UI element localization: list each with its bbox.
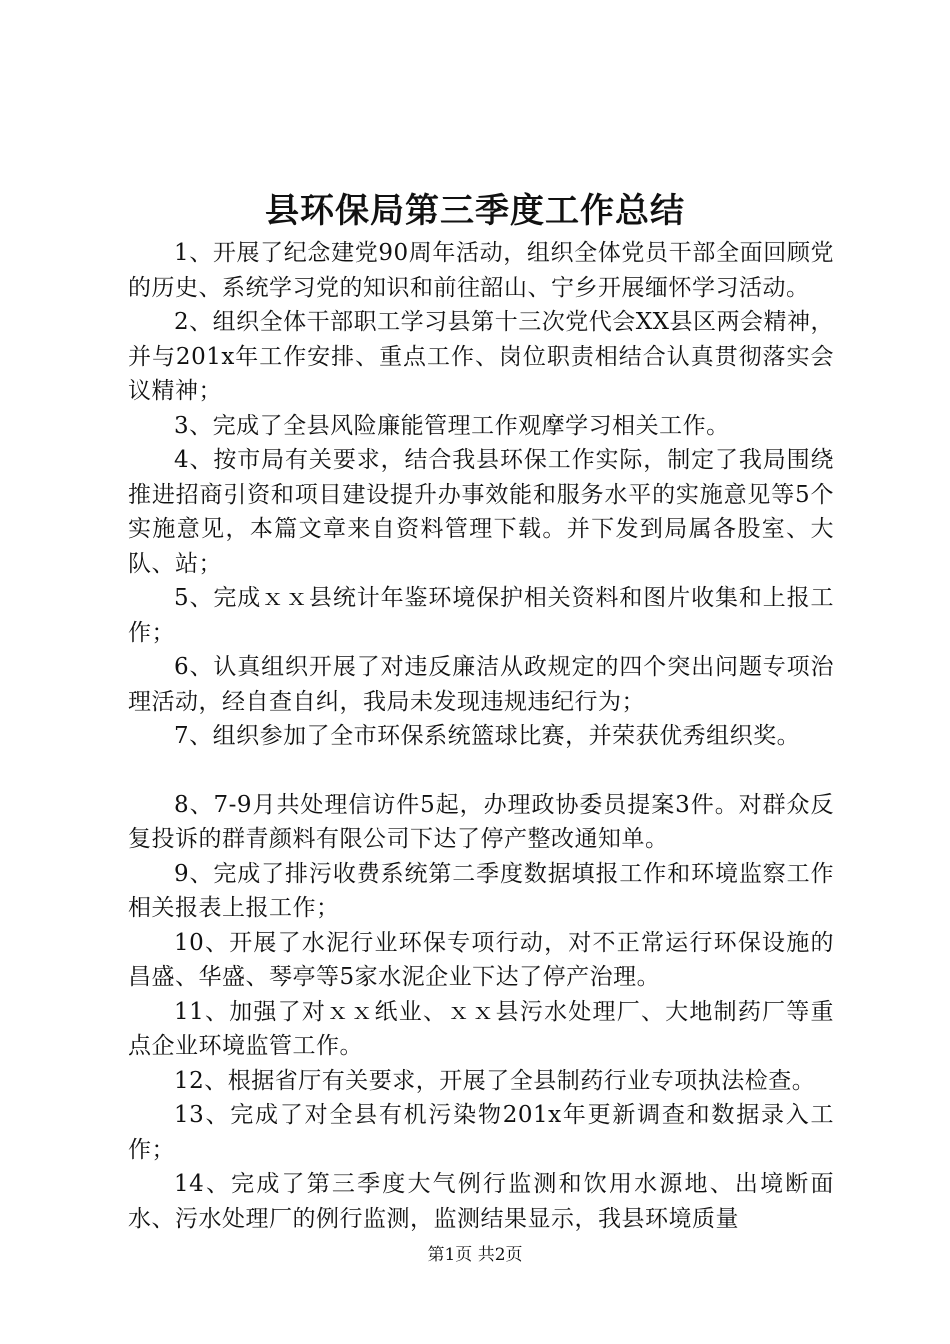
paragraph-13: 13、完成了对全县有机污染物201x年更新调查和数据录入工作； [128, 1102, 834, 1163]
paragraph-14: 14、完成了第三季度大气例行监测和饮用水源地、出境断面水、污水处理厂的例行监测，监测结果显示，我县环境质量 [128, 1171, 834, 1232]
paragraph-8: 8、7-9月共处理信访件5起，办理政协委员提案3件。对群众反复投诉的群青颜料有限公司下达了停产整改通知单。 [128, 791, 834, 852]
paragraph-3: 3、完成了全县风险廉能管理工作观摩学习相关工作。 [174, 412, 730, 439]
paragraph-1: 1、开展了纪念建党90周年活动，组织全体党员干部全面回顾党的历史、系统学习党的知识和前往韶山、宁乡开展缅怀学习活动。 [128, 240, 834, 301]
paragraph-12: 12、根据省厅有关要求，开展了全县制药行业专项执法检查。 [174, 1067, 816, 1094]
page-number-footer: 第1页 共2页 [427, 1245, 523, 1265]
paragraph-4: 4、按市局有关要求，结合我县环保工作实际，制定了我局围绕推进招商引资和项目建设提升办事效能和服务水平的实施意见等5个实施意见，本篇文章来自资料管理下载。并下发到局属各股室、大队、站； [128, 447, 834, 577]
paragraph-2: 2、组织全体干部职工学习县第十三次党代会XX县区两会精神，并与201x年工作安排、重点工作、岗位职责相结合认真贯彻落实会议精神； [128, 309, 834, 404]
paragraph-9: 9、完成了排污收费系统第二季度数据填报工作和环境监察工作相关报表上报工作； [128, 860, 834, 921]
paragraph-11: 11、加强了对ｘｘ纸业、ｘｘ县污水处理厂、大地制药厂等重点企业环境监管工作。 [128, 998, 834, 1059]
paragraph-6: 6、认真组织开展了对违反廉洁从政规定的四个突出问题专项治理活动，经自查自纠，我局未发现违规违纪行为； [128, 654, 834, 715]
document-title: 县环保局第三季度工作总结 [265, 191, 685, 231]
paragraph-5: 5、完成ｘｘ县统计年鉴环境保护相关资料和图片收集和上报工作； [128, 585, 834, 646]
paragraph-7: 7、组织参加了全市环保系统篮球比赛，并荣获优秀组织奖。 [174, 723, 801, 749]
document-body [128, 236, 834, 1236]
paragraph-10: 10、开展了水泥行业环保专项行动，对不正常运行环保设施的昌盛、华盛、琴亭等5家水泥企业下达了停产治理。 [128, 929, 834, 990]
